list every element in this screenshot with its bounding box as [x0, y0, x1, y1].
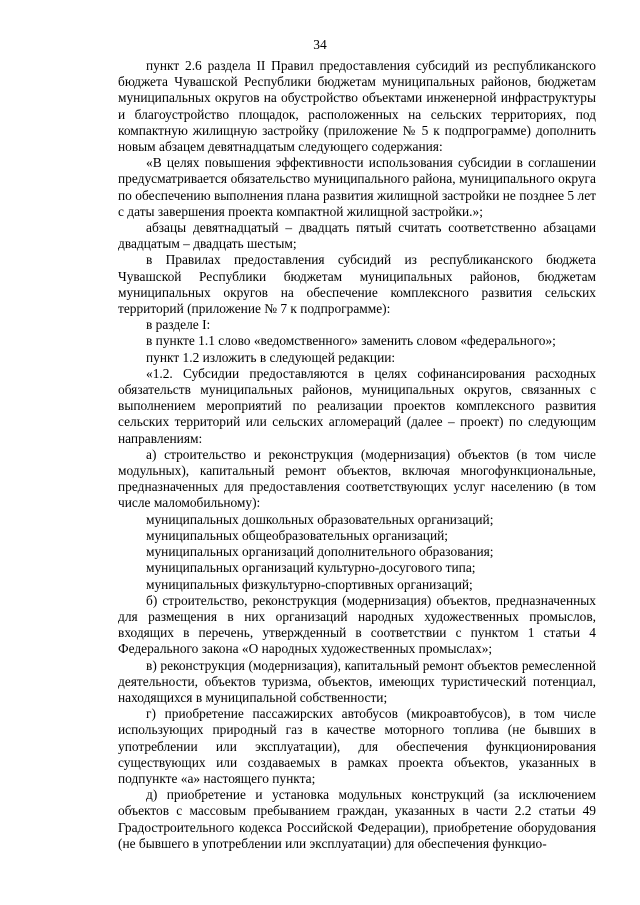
paragraph: «В целях повышения эффективности использования субсидии в соглашении предусматривается обязательство муниципального района, муниципального округа по обеспечению выполнения плана развития жилищной застройки не позднее 5 лет с даты завершения проекта компактной жилищной застройки.»; — [118, 155, 596, 219]
list-item: муниципальных организаций дополнительного образования; — [146, 544, 494, 560]
paragraph: а) строительство и реконструкция (модернизация) объектов (в том числе модульных), капитальный ремонт объектов, включая многофункциональные, предназначенных для предоставления соответствующих услуг населению (в том числе маломобильному): — [118, 446, 596, 511]
paragraph: пункт 1.2 изложить в следующей редакции: — [146, 349, 396, 365]
list-item: муниципальных организаций культурно-досугового типа; — [146, 560, 476, 576]
paragraph: в разделе I: — [146, 317, 211, 333]
list-item: муниципальных физкультурно-спортивных организаций; — [146, 576, 473, 592]
paragraph: «1.2. Субсидии предоставляются в целях софинансирования расходных обязательств муниципальных районов, муниципальных округов, связанных с выполнением мероприятий по реализации проектов комплексного развития сельских территорий или сельских агломераций (далее – проект) по следующим направлениям: — [118, 365, 596, 446]
paragraph: г) приобретение пассажирских автобусов (микроавтобусов), в том числе использующих природный газ в качестве моторного топлива (не бывших в употреблении или эксплуатации), для обеспечения функционирования существующих или создаваемых в рамках проекта объектов, указанных в подпункте «а» настоящего пункта; — [118, 706, 596, 786]
paragraph: абзацы девятнадцатый – двадцать пятый считать соответственно абзацами двадцатым – двадцать шестым; — [118, 220, 596, 252]
paragraph: в Правилах предоставления субсидий из республиканского бюджета Чувашской Республики бюджетам муниципальных районов, бюджетам муниципальных округов на обеспечение комплексного развития сельских территорий (приложение № 7 к подпрограмме): — [118, 252, 596, 317]
document-body — [118, 58, 596, 852]
list-item: муниципальных дошкольных образовательных организаций; — [146, 511, 494, 527]
page-number: 34 — [313, 37, 327, 52]
paragraph: в) реконструкция (модернизация), капитальный ремонт объектов ремесленной деятельности, объектов туризма, объектов, имеющих туристический потенциал, находящихся в муниципальной собственности; — [118, 657, 596, 705]
paragraph: в пункте 1.1 слово «ведомственного» заменить словом «федерального»; — [146, 333, 556, 349]
list-item: муниципальных общеобразовательных организаций; — [146, 527, 449, 543]
paragraph: б) строительство, реконструкция (модернизация) объектов, предназначенных для размещения в них организаций народных художественных промыслов, входящих в перечень, утвержденный в соответствии с пунктом 1 статьи 4 Федерального закона «О народных художественных промыслах»; — [118, 592, 596, 657]
paragraph: д) приобретение и установка модульных конструкций (за исключением объектов с массовым пребыванием граждан, указанных в части 2.2 статьи 49 Градостроительного кодекса Российской Федерации), приобретение оборудования (не бывшего в употреблении или эксплуатации) для обеспечения функцио- — [118, 787, 596, 851]
paragraph: пункт 2.6 раздела II Правил предоставления субсидий из республиканского бюджета Чувашской Республики бюджетам муниципальных районов, бюджетам муниципальных округов на обустройство объектами инженерной инфраструктуры и благоустройство площадок, расположенных на сельских территориях, под компактную жилищную застройку (приложение № 5 к подпрограмме) дополнить новым абзацем девятнадцатым следующего содержания: — [118, 58, 596, 155]
